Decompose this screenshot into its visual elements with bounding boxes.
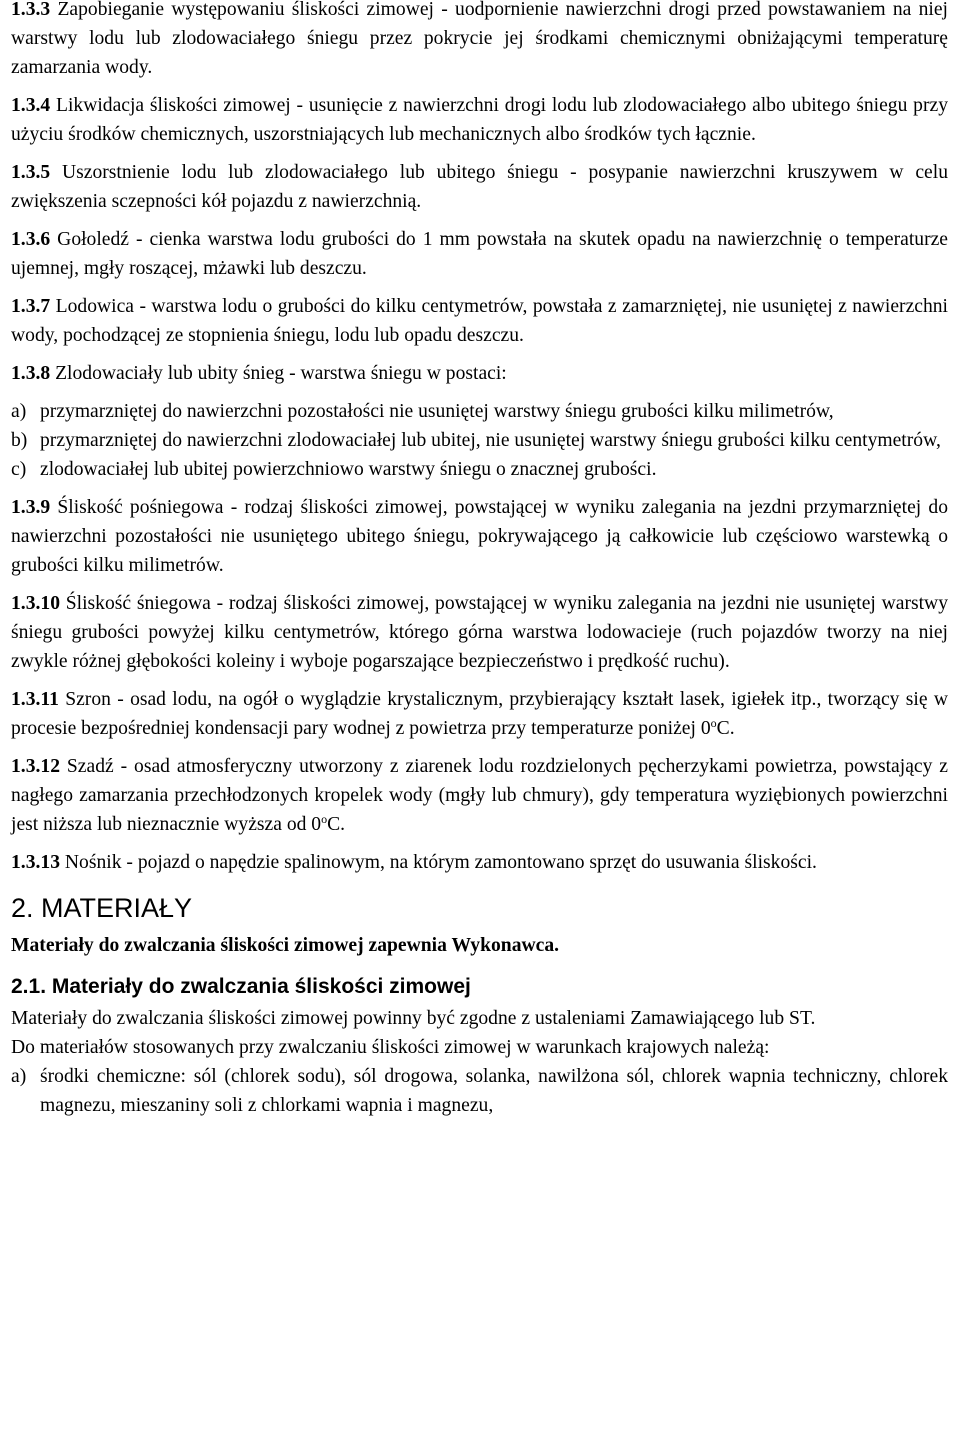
definition-number: 1.3.7 <box>11 296 51 317</box>
definition-text: Gołoledź - cienka warstwa lodu grubości do 1 mm powstała na skutek opadu na nawierzchnię o temperaturze ujemnej, mgły roszącej, mżawki lub deszczu. <box>11 229 948 279</box>
definition-text: Likwidacja śliskości zimowej - usunięcie z nawierzchni drogi lodu lub zlodowaciałego albo ubitego śniegu przy użyciu środków chemicznych, uszorstniających lub mechanicznych albo środków tych łącznie. <box>11 95 948 145</box>
list-item <box>11 1062 948 1120</box>
list-marker: c) <box>11 459 27 480</box>
list-marker: a) <box>11 1066 27 1087</box>
definition-1-3-12 <box>11 752 948 839</box>
degree-superscript: o <box>321 812 328 826</box>
definition-number: 1.3.4 <box>11 95 51 116</box>
definition-1-3-6 <box>11 225 948 283</box>
degree-superscript: o <box>710 716 717 730</box>
chapter-heading: 2. MATERIAŁY <box>11 893 193 923</box>
list-item-text: przymarzniętej do nawierzchni zlodowaciałej lub ubitej, nie usuniętej warstwy śniegu grubości kilku centymetrów, <box>40 430 941 451</box>
definition-number: 1.3.12 <box>11 756 60 777</box>
definition-number: 1.3.10 <box>11 593 60 614</box>
definition-text: Śliskość pośniegowa - rodzaj śliskości zimowej, powstającej w wyniku zalegania na jezdni przymarzniętej do nawierzchni pozostałości nie usuniętego ubitego śniegu, pokrywającego ją całkowicie lub częściowo warstewką o grubości kilku milimetrów. <box>11 497 948 576</box>
chapter-bold-statement: Materiały do zwalczania śliskości zimowej zapewnia Wykonawca. <box>11 935 560 956</box>
definition-text: Nośnik - pojazd o napędzie spalinowym, na którym zamontowano sprzęt do usuwania śliskości. <box>59 852 817 873</box>
definition-text: Zapobieganie występowaniu śliskości zimowej - uodpornienie nawierzchni drogi przed powstawaniem na niej warstwy lodu lub zlodowaciałego śniegu przez pokrycie jej środkami chemicznymi obniżającymi temperaturę zamarzania wody. <box>11 0 948 78</box>
definition-1-3-4 <box>11 91 948 149</box>
subsection-heading: 2.1. Materiały do zwalczania śliskości zimowej <box>11 975 471 998</box>
definition-text-tail: C. <box>327 814 346 835</box>
definition-number: 1.3.13 <box>11 852 60 873</box>
definition-text: Lodowica - warstwa lodu o grubości do kilku centymetrów, powstała z zamarzniętej, nie usuniętej z nawierzchni wody, pochodzącej ze stopnienia śniegu, lodu lub opadu deszczu. <box>11 296 948 346</box>
definition-text: Uszorstnienie lodu lub zlodowaciałego lub ubitego śniegu - posypanie nawierzchni kruszywem w celu zwiększenia sczepności kół pojazdu z nawierzchnią. <box>11 162 948 212</box>
list-item-text: zlodowaciałej lub ubitej powierzchniowo warstwy śniegu o znacznej grubości. <box>40 459 657 480</box>
definition-1-3-8 <box>11 359 948 388</box>
list-item <box>11 455 948 484</box>
list-marker: a) <box>11 401 27 422</box>
definition-number: 1.3.5 <box>11 162 51 183</box>
definition-text: Szadź - osad atmosferyczny utworzony z ziarenek lodu rozdzielonych pęcherzykami powietrza, powstający z nagłego zamarzania przechłodzonych kropelek wody (mgły lub chmury), gdy temperatura wyziębionych powierzchni jest niższa lub nieznacznie wyższa od 0 <box>11 756 948 835</box>
definition-1-3-9 <box>11 493 948 580</box>
definition-1-3-5 <box>11 158 948 216</box>
list-item-text: środki chemiczne: sól (chlorek sodu), sól drogowa, solanka, nawilżona sól, chlorek wapnia techniczny, chlorek magnezu, mieszaniny soli z chlorkami wapnia i magnezu, <box>40 1066 948 1116</box>
definition-number: 1.3.11 <box>11 689 59 710</box>
materials-paragraph: Materiały do zwalczania śliskości zimowej powinny być zgodne z ustaleniami Zamawiającego lub ST. <box>11 1008 816 1029</box>
list-item <box>11 426 948 455</box>
definition-text: Szron - osad lodu, na ogół o wyglądzie krystalicznym, przybierający kształt lasek, igiełek itp., tworzący się w procesie bezpośredniej kondensacji pary wodnej z powietrza przy temperaturze poniżej 0 <box>11 689 948 739</box>
definition-number: 1.3.6 <box>11 229 51 250</box>
definition-1-3-7 <box>11 292 948 350</box>
list-item <box>11 397 948 426</box>
materials-list <box>11 1062 948 1120</box>
definition-number: 1.3.8 <box>11 363 51 384</box>
definition-text-tail: C. <box>716 718 735 739</box>
definition-1-3-11 <box>11 685 948 743</box>
definition-text: Śliskość śniegowa - rodzaj śliskości zimowej, powstającej w wyniku zalegania na jezdni nie usuniętej warstwy śniegu grubości powyżej kilku centymetrów, którego górna warstwa lodowacieje (ruch pojazdów tworzy na niej zwykle różnej głębokości koleiny i wyboje pogarszające bezpieczeństwo i prędkość ruchu). <box>11 593 948 672</box>
definition-1-3-13 <box>11 848 948 877</box>
snow-forms-list <box>11 397 948 484</box>
definition-number: 1.3.9 <box>11 497 51 518</box>
list-item-text: przymarzniętej do nawierzchni pozostałości nie usuniętej warstwy śniegu grubości kilku milimetrów, <box>40 401 834 422</box>
definition-text: Zlodowaciały lub ubity śnieg - warstwa śniegu w postaci: <box>50 363 507 384</box>
definition-1-3-3 <box>11 0 948 82</box>
definition-1-3-10 <box>11 589 948 676</box>
definition-number: 1.3.3 <box>11 0 51 20</box>
materials-paragraph: Do materiałów stosowanych przy zwalczaniu śliskości zimowej w warunkach krajowych należą: <box>11 1037 770 1058</box>
list-marker: b) <box>11 430 28 451</box>
